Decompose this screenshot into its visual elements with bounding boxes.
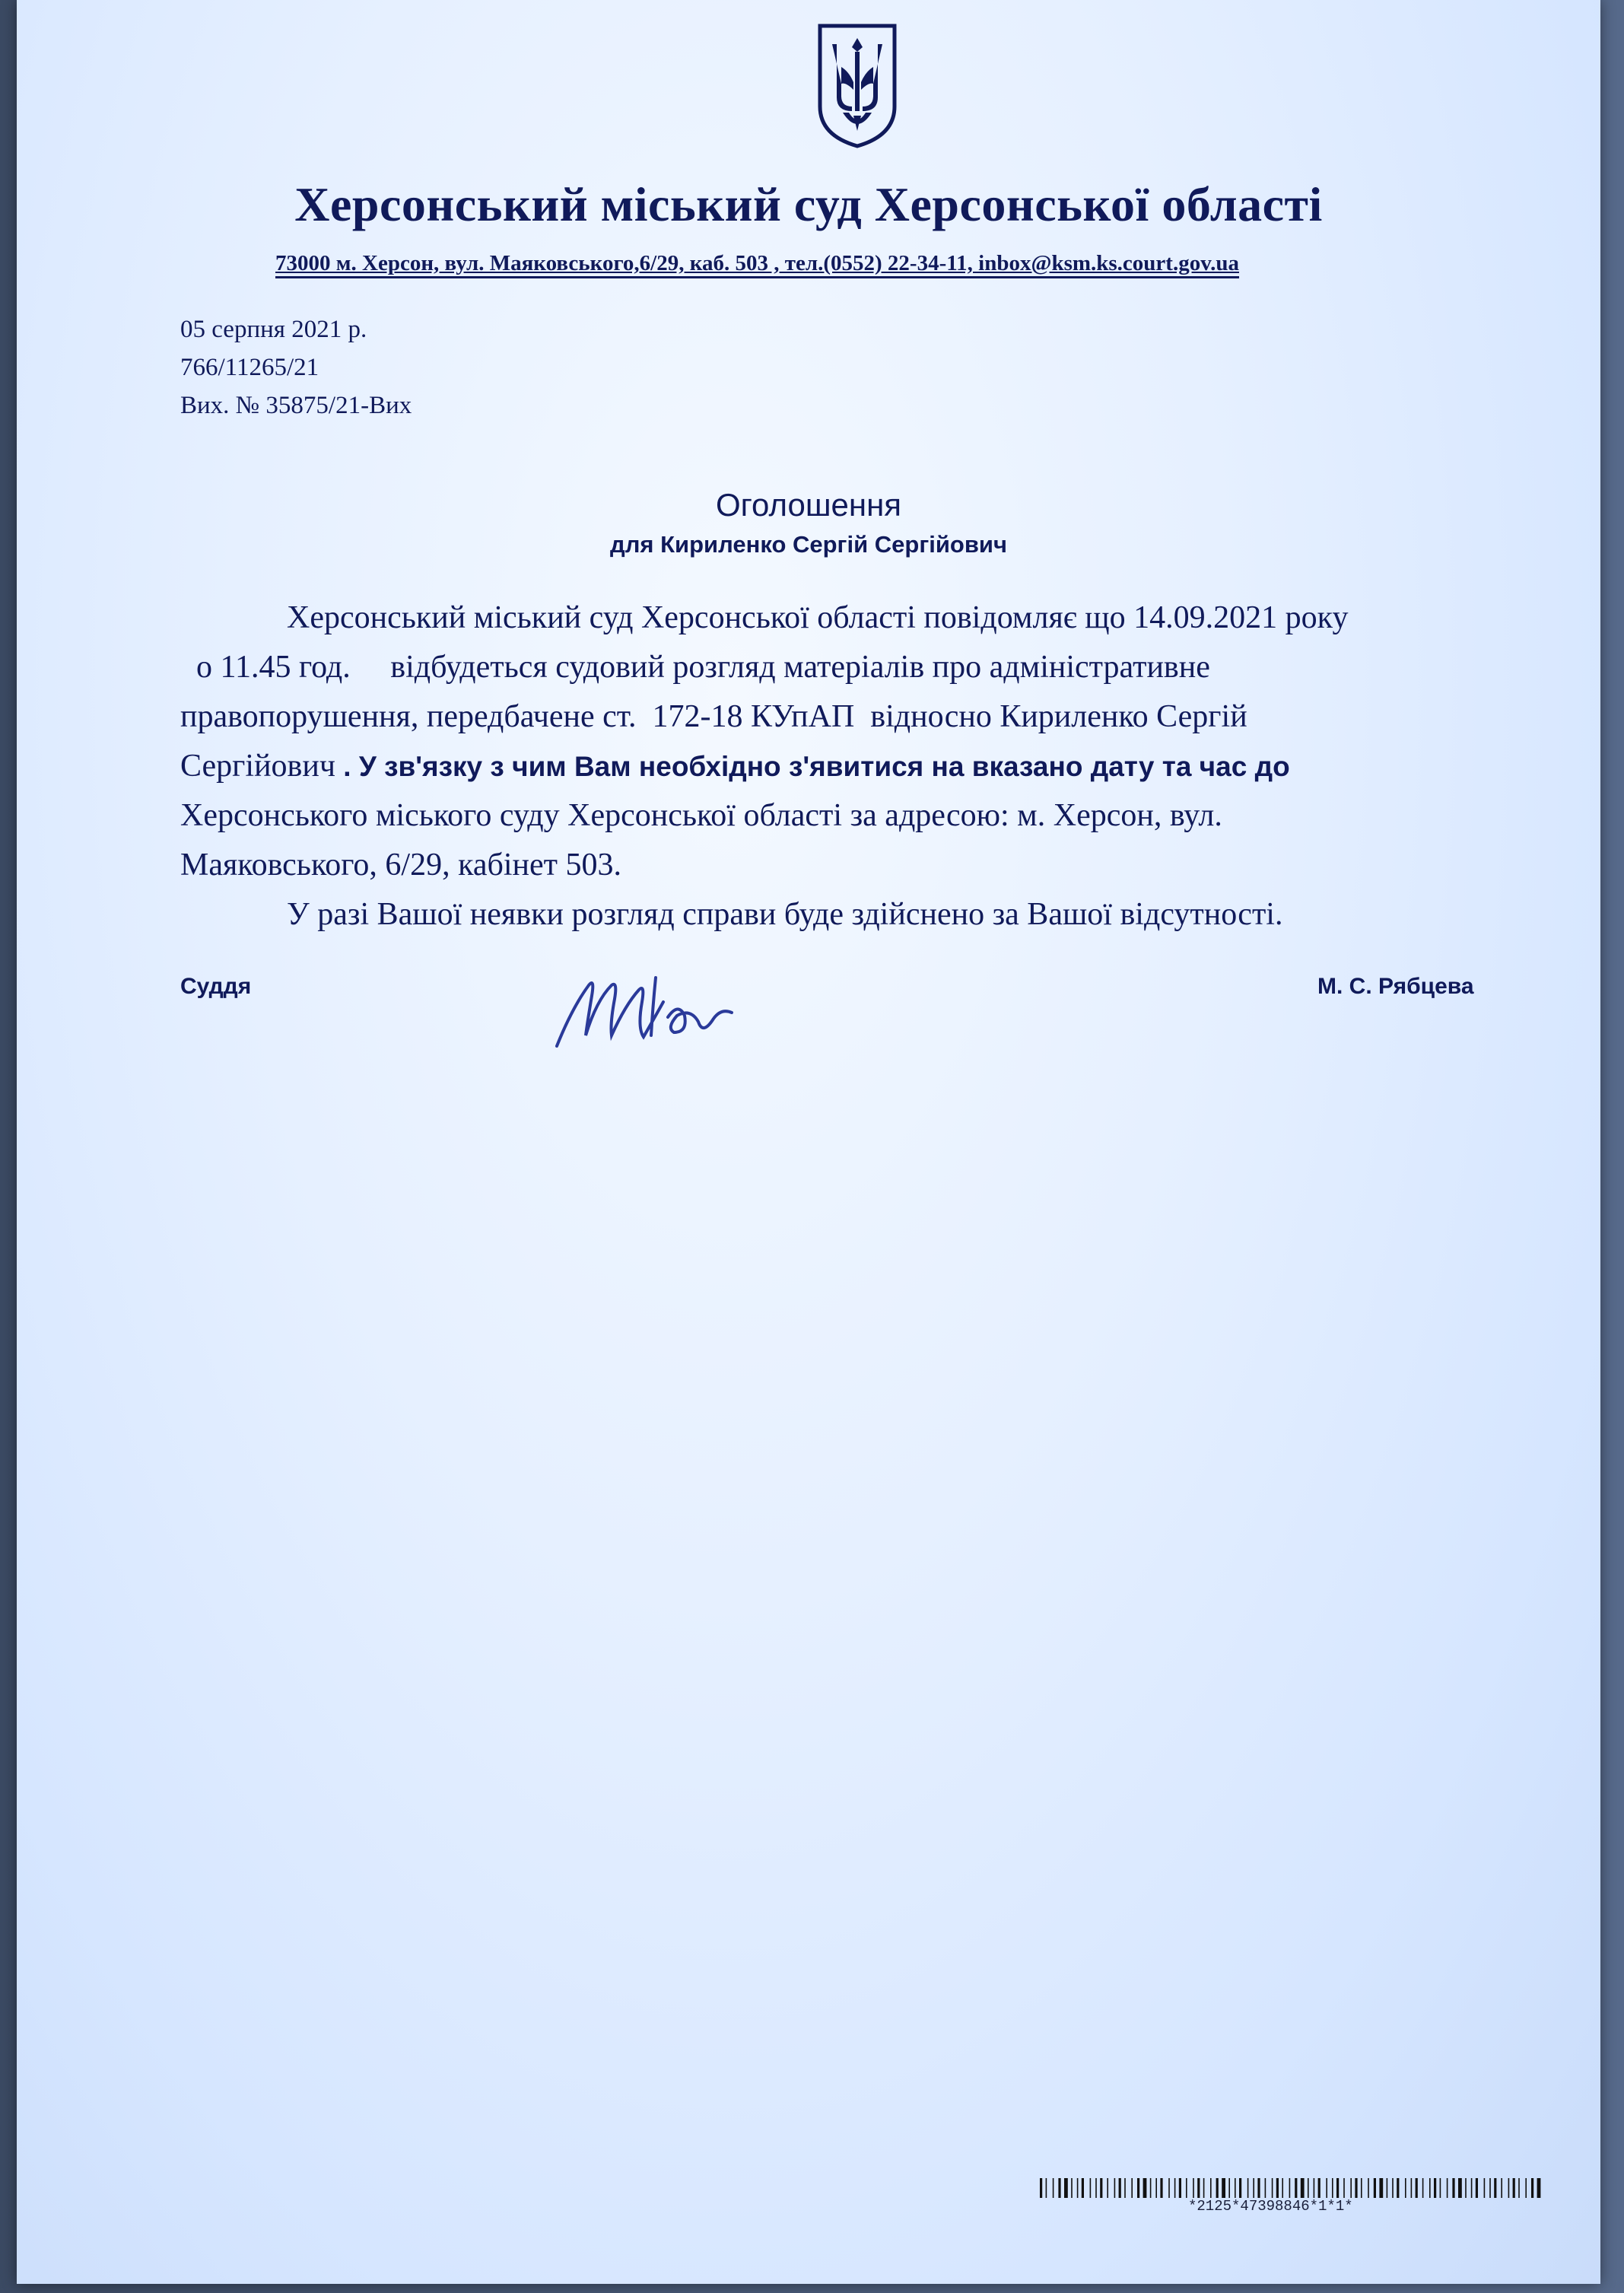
barcode-bar: [1392, 2178, 1394, 2198]
barcode-bar: [1124, 2178, 1126, 2198]
barcode-bar: [1100, 2178, 1102, 2198]
barcode-bar: [1197, 2178, 1200, 2198]
barcode-bar: [1058, 2178, 1060, 2198]
barcode-bar: [1210, 2178, 1212, 2198]
barcode-bar: [1422, 2178, 1424, 2198]
body-line-3: правопорушення, передбачене ст. 172-18 КУпАП відносно Кириленко Сергій: [180, 699, 1247, 734]
barcode-bar: [1447, 2178, 1448, 2198]
barcode-bar: [1131, 2178, 1133, 2198]
barcode-bar: [1501, 2178, 1502, 2198]
barcode-bar: [1332, 2178, 1333, 2198]
barcode-bar: [1458, 2178, 1462, 2198]
document-date: 05 серпня 2021 р.: [180, 316, 367, 343]
barcode-bar: [1168, 2178, 1170, 2198]
barcode-bar: [1137, 2178, 1139, 2198]
barcode-bar: [1235, 2178, 1236, 2198]
body-line-6: Маяковського, 6/29, кабінет 503.: [180, 848, 622, 883]
barcode-bar: [1513, 2178, 1515, 2198]
barcode-bar: [1416, 2178, 1418, 2198]
barcode-bar: [1397, 2178, 1399, 2198]
barcode-bar: [1525, 2178, 1527, 2198]
barcode-bar: [1518, 2178, 1520, 2198]
barcode-bar: [1253, 2178, 1254, 2198]
barcode-bar: [1239, 2178, 1241, 2198]
document-meta: [180, 310, 412, 425]
barcode-bar: [1272, 2178, 1273, 2198]
barcode-bar: [1150, 2178, 1152, 2198]
body-line-4-bold: . У зв'язку з чим Вам необхідно з'явитися на вказано дату та час до: [335, 751, 1290, 782]
barcode-bar: [1179, 2178, 1181, 2198]
barcode-bar: [1387, 2178, 1388, 2198]
barcode-bar: [1090, 2178, 1092, 2198]
barcode-icon: [1040, 2178, 1542, 2198]
barcode-bar: [1257, 2178, 1260, 2198]
handwritten-signature: [542, 962, 770, 1061]
barcode-bar: [1107, 2178, 1108, 2198]
barcode-bar: [1295, 2178, 1297, 2198]
body-line-1: Херсонський міський суд Херсонської області повідомляє що 14.09.2021 року: [287, 600, 1349, 635]
barcode-bar: [1355, 2178, 1357, 2198]
barcode-bar: [1143, 2178, 1147, 2198]
barcode-bar: [1368, 2178, 1369, 2198]
body-line-5: Херсонського міського суду Херсонської області за адресою: м. Херсон, вул.: [180, 798, 1222, 833]
barcode-bar: [1114, 2178, 1116, 2198]
barcode-bar: [1537, 2178, 1541, 2198]
barcode-bar: [1203, 2178, 1205, 2198]
barcode-bar: [1071, 2178, 1073, 2198]
barcode-bar: [1411, 2178, 1413, 2198]
barcode-bar: [1440, 2178, 1441, 2198]
barcode-bar: [1465, 2178, 1467, 2198]
barcode-bar: [1046, 2178, 1047, 2198]
barcode-bar: [1494, 2178, 1496, 2198]
final-paragraph: У разі Вашої неявки розгляд справи буде здійснено за Вашої відсутності.: [287, 897, 1283, 932]
barcode-bar: [1265, 2178, 1266, 2198]
barcode-bar: [1374, 2178, 1376, 2198]
barcode-bar: [1077, 2178, 1079, 2198]
notice-recipient: для Кириленко Сергій Сергійович: [610, 531, 1007, 558]
barcode-bar: [1429, 2178, 1431, 2198]
barcode-bar: [1216, 2178, 1219, 2198]
judge-name: М. С. Рябцева: [1317, 974, 1474, 999]
barcode-bar: [1489, 2178, 1491, 2198]
barcode-bar: [1361, 2178, 1362, 2198]
barcode-bar: [1040, 2178, 1042, 2198]
court-name-heading: Херсонський міський суд Херсонської області: [294, 177, 1323, 231]
barcode-bar: [1314, 2178, 1315, 2198]
barcode-bar: [1531, 2178, 1533, 2198]
body-line-4-regular: Сергійович: [180, 749, 335, 784]
document-sheet: [17, 0, 1600, 2284]
barcode-bar: [1289, 2178, 1291, 2198]
barcode-bar: [1228, 2178, 1230, 2198]
barcode-bar: [1174, 2178, 1176, 2198]
barcode-bar: [1343, 2178, 1345, 2198]
barcode-bar: [1405, 2178, 1406, 2198]
body-line-4: [180, 742, 1565, 791]
barcode-bar: [1082, 2178, 1084, 2198]
signature-role: Суддя: [180, 974, 252, 999]
barcode-bar: [1282, 2178, 1283, 2198]
barcode-bar: [1247, 2178, 1249, 2198]
barcode-bar: [1160, 2178, 1162, 2198]
barcode-bar: [1336, 2178, 1339, 2198]
barcode-bar: [1434, 2178, 1436, 2198]
barcode-bar: [1308, 2178, 1309, 2198]
barcode-bar: [1186, 2178, 1187, 2198]
barcode-bar: [1053, 2178, 1054, 2198]
barcode-bar: [1476, 2178, 1478, 2198]
case-number: 766/11265/21: [180, 354, 319, 381]
barcode-bar: [1155, 2178, 1157, 2198]
barcode-bar: [1222, 2178, 1225, 2198]
barcode-bar: [1379, 2178, 1383, 2198]
body-line-2: о 11.45 год. відбудеться судовий розгляд матеріалів про адміністративне: [180, 650, 1210, 685]
notice-title: Оголошення: [715, 487, 902, 523]
barcode-bar: [1301, 2178, 1305, 2198]
outgoing-number: Вих. № 35875/21-Вих: [180, 392, 412, 419]
barcode-bar: [1095, 2178, 1097, 2198]
court-address: 73000 м. Херсон, вул. Маяковського,6/29, каб. 503 , тел.(0552) 22-34-11, inbox@ksm.ks.court.gov.ua: [275, 251, 1239, 278]
barcode-bar: [1276, 2178, 1279, 2198]
barcode-bar: [1318, 2178, 1320, 2198]
barcode-bar: [1452, 2178, 1454, 2198]
trident-coat-of-arms-icon: [815, 21, 899, 149]
barcode-text: *2125*47398846*1*1*: [1188, 2198, 1353, 2215]
notice-body: [180, 593, 1565, 940]
barcode-bar: [1119, 2178, 1121, 2198]
barcode-bar: [1471, 2178, 1473, 2198]
barcode-bar: [1193, 2178, 1194, 2198]
barcode-bar: [1326, 2178, 1327, 2198]
barcode-bar: [1508, 2178, 1510, 2198]
barcode-bar: [1484, 2178, 1486, 2198]
barcode-bar: [1350, 2178, 1352, 2198]
barcode-bar: [1064, 2178, 1068, 2198]
